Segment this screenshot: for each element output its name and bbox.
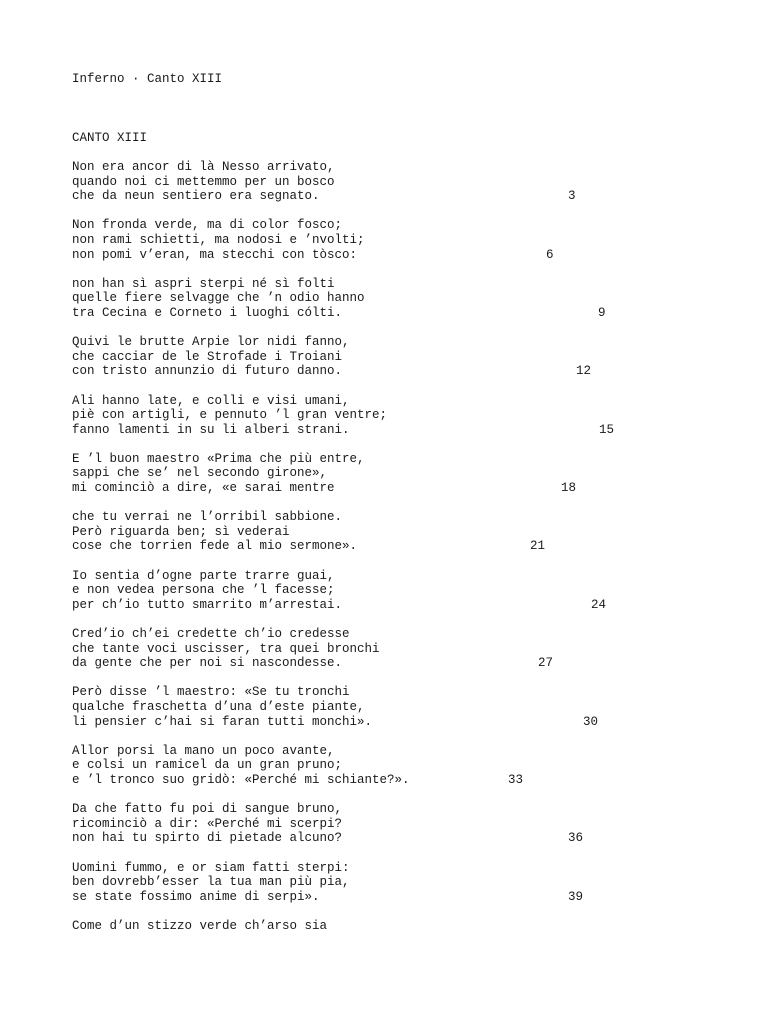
verse-line: ricominciò a dir: «Perché mi scerpi? <box>72 816 343 831</box>
verse-line: da gente che per noi si nascondesse. <box>72 656 343 671</box>
verse-line: Uomini fummo, e or siam fatti sterpi: <box>72 860 350 875</box>
verse-line: e ’l tronco suo gridò: «Perché mi schiante?». <box>72 772 410 787</box>
verse-line: e non vedea persona che ’l facesse; <box>72 583 335 598</box>
line-number: 30 <box>583 714 599 729</box>
canto-title: CANTO XIII <box>72 131 148 145</box>
running-header: Inferno · Canto XIII <box>72 72 223 86</box>
verse-line: non rami schietti, ma nodosi e ’nvolti; <box>72 232 365 247</box>
line-number: 36 <box>568 831 584 846</box>
tercet-12 <box>72 802 692 846</box>
tercet-14 <box>72 919 692 934</box>
verse-line: per ch’io tutto smarrito m’arrestai. <box>72 597 343 612</box>
verse-line: Però disse ’l maestro: «Se tu tronchi <box>72 685 350 700</box>
line-number: 39 <box>568 889 584 904</box>
tercet-1 <box>72 160 692 204</box>
line-number: 24 <box>591 597 607 612</box>
verse-line: ben dovrebb’esser la tua man più pia, <box>72 875 350 890</box>
tercet-4 <box>72 335 692 379</box>
line-number: 3 <box>568 189 576 204</box>
verse-line: fanno lamenti in su li alberi strani. <box>72 422 350 437</box>
line-number: 18 <box>561 481 577 496</box>
verse-line: qualche fraschetta d’una d’este piante, <box>72 699 365 714</box>
line-number: 9 <box>598 305 606 320</box>
line-number: 6 <box>546 247 554 262</box>
tercet-2 <box>72 218 692 262</box>
verse-line: cose che torrien fede al mio sermone». <box>72 539 358 554</box>
verse-line: tra Cecina e Corneto i luoghi cólti. <box>72 305 343 320</box>
verse-line: E ’l buon maestro «Prima che più entre, <box>72 451 365 466</box>
line-number: 27 <box>538 656 554 671</box>
verse-line: e colsi un ramicel da un gran pruno; <box>72 758 343 773</box>
verse-line: Ali hanno late, e colli e visi umani, <box>72 393 350 408</box>
verse-line: che tu verrai ne l’orribil sabbione. <box>72 510 343 525</box>
verse-line: Però riguarda ben; sì vederai <box>72 524 290 539</box>
line-number: 21 <box>530 539 546 554</box>
verse-line: quando noi ci mettemmo per un bosco <box>72 174 335 189</box>
tercet-3 <box>72 277 692 321</box>
tercet-7 <box>72 510 692 554</box>
verse-line: Da che fatto fu poi di sangue bruno, <box>72 802 343 817</box>
verse-line: sappi che se’ nel secondo girone», <box>72 466 328 481</box>
page-content <box>72 72 692 948</box>
verse-line: che da neun sentiero era segnato. <box>72 189 320 204</box>
tercet-9 <box>72 627 692 671</box>
verse-line: li pensier c’hai si faran tutti monchi». <box>72 714 373 729</box>
poem-body <box>72 160 692 933</box>
verse-line: che cacciar de le Strofade i Troiani <box>72 349 343 364</box>
tercet-5 <box>72 394 692 438</box>
verse-line: piè con artigli, e pennuto ’l gran ventre; <box>72 408 388 423</box>
verse-line: Allor porsi la mano un poco avante, <box>72 743 335 758</box>
verse-line: Cred’io ch’ei credette ch’io credesse <box>72 627 350 641</box>
verse-line: con tristo annunzio di futuro danno. <box>72 364 343 379</box>
tercet-13 <box>72 861 692 905</box>
verse-line: non han sì aspri sterpi né sì folti <box>72 276 335 291</box>
verse-line: non hai tu spirto di pietade alcuno? <box>72 831 343 846</box>
verse-line: Non era ancor di là Nesso arrivato, <box>72 160 335 174</box>
line-number: 33 <box>508 772 524 787</box>
tercet-11 <box>72 744 692 788</box>
verse-line: quelle fiere selvagge che ’n odio hanno <box>72 291 365 306</box>
tercet-10 <box>72 685 692 729</box>
tercet-8 <box>72 569 692 613</box>
verse-line: Come d’un stizzo verde ch’arso sia <box>72 918 328 933</box>
verse-line: che tante voci uscisser, tra quei bronchi <box>72 641 380 656</box>
verse-line: Non fronda verde, ma di color fosco; <box>72 218 343 233</box>
line-number: 15 <box>599 422 615 437</box>
line-number: 12 <box>576 364 592 379</box>
verse-line: Io sentia d’ogne parte trarre guai, <box>72 568 335 583</box>
tercet-6 <box>72 452 692 496</box>
verse-line: se state fossimo anime di serpi». <box>72 889 320 904</box>
verse-line: mi cominciò a dire, «e sarai mentre <box>72 481 335 496</box>
verse-line: Quivi le brutte Arpie lor nidi fanno, <box>72 335 350 350</box>
verse-line: non pomi v’eran, ma stecchi con tòsco: <box>72 247 358 262</box>
